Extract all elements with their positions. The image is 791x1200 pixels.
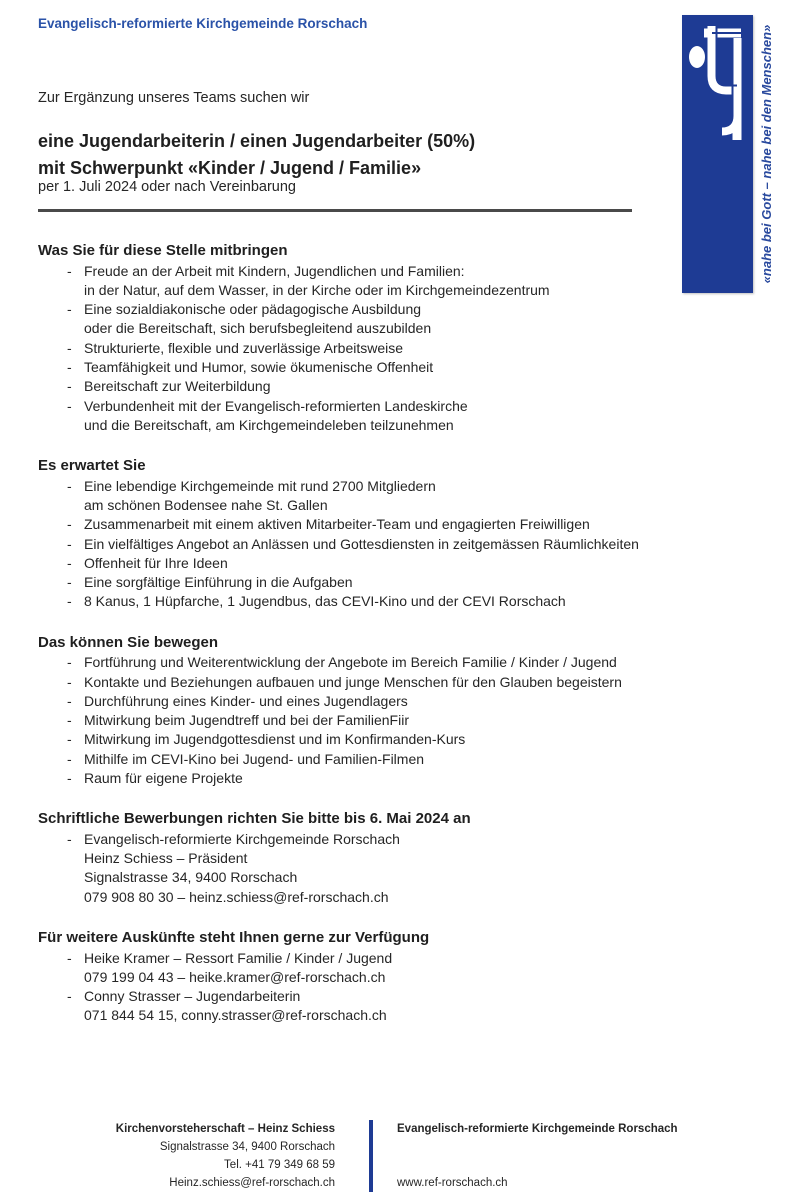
bullet-dash: - [67, 262, 72, 279]
bullet-dash: - [67, 988, 72, 1005]
bullet-line: Heike Kramer – Ressort Familie / Kinder / Jugend [84, 949, 393, 966]
list-item [38, 830, 738, 907]
bullet-dash: - [67, 731, 72, 748]
footer-contact-email: Heinz.schiess@ref-rorschach.ch [169, 1177, 335, 1189]
list-item [38, 653, 738, 672]
bullet-lines [84, 692, 738, 711]
bullet-dash: - [67, 358, 72, 375]
bullet-dash: - [67, 692, 72, 709]
section-list [38, 653, 738, 788]
bullet-dash: - [67, 477, 72, 494]
document-section [38, 455, 738, 612]
bullet-dash: - [67, 830, 72, 847]
sections [38, 240, 738, 1046]
section-heading: Für weitere Auskünfte steht Ihnen gerne zur Verfügung [38, 929, 430, 947]
bullet-line: Kontakte und Beziehungen aufbauen und junge Menschen für den Glauben begeistern [84, 673, 622, 690]
footer-divider [369, 1120, 373, 1192]
bullet-line: Bereitschaft zur Weiterbildung [84, 378, 271, 395]
bullet-line: oder die Bereitschaft, sich berufsbegleitend auszubilden [84, 320, 432, 337]
bullet-lines [84, 358, 738, 377]
bullet-lines [84, 730, 738, 749]
bullet-lines [84, 262, 738, 301]
intro-line: Zur Ergänzung unseres Teams suchen wir [38, 90, 310, 106]
bullet-line: Mitwirkung im Jugendgottesdienst und im Konfirmanden-Kurs [84, 731, 466, 748]
reformed-church-logo-icon [682, 19, 753, 151]
bullet-lines [84, 673, 738, 692]
bullet-lines [84, 535, 738, 554]
section-list [38, 949, 738, 1026]
bullet-lines [84, 515, 738, 534]
list-item [38, 262, 738, 301]
section-heading: Was Sie für diese Stelle mitbringen [38, 242, 288, 259]
section-list [38, 830, 738, 907]
church-tagline: «nahe bei Gott – nahe bei den Menschen» [759, 24, 774, 284]
section-list [38, 262, 738, 436]
section-heading: Es erwartet Sie [38, 457, 146, 475]
bullet-lines [84, 397, 738, 436]
bullet-line: Mithilfe im CEVI-Kino bei Jugend- und Familien-Filmen [84, 750, 425, 767]
bullet-dash: - [67, 574, 72, 591]
bullet-line: Zusammenarbeit mit einem aktiven Mitarbeiter-Team und engagierten Freiwilligen [84, 516, 590, 533]
bullet-line: Signalstrasse 34, 9400 Rorschach [84, 869, 298, 886]
list-item [38, 769, 738, 788]
list-item [38, 750, 738, 769]
bullet-dash: - [67, 378, 72, 395]
bullet-lines [84, 711, 738, 730]
list-item [38, 692, 738, 711]
bullet-lines [84, 554, 738, 573]
bullet-dash: - [67, 770, 72, 787]
bullet-dash: - [67, 301, 72, 318]
bullet-dash: - [67, 535, 72, 552]
list-item [38, 477, 738, 516]
section-list [38, 477, 738, 612]
document-section [38, 808, 738, 907]
footer-organization-title: Evangelisch-reformierte Kirchgemeinde Rorschach [397, 1123, 678, 1135]
bullet-line: Durchführung eines Kinder- und eines Jugendlagers [84, 692, 408, 709]
bullet-line: Heinz Schiess – Präsident [84, 850, 248, 867]
bullet-dash: - [67, 712, 72, 729]
bullet-line: in der Natur, auf dem Wasser, in der Kirche oder im Kirchgemeindezentrum [84, 281, 550, 298]
list-item [38, 673, 738, 692]
list-item [38, 377, 738, 396]
list-item [38, 573, 738, 592]
bullet-lines [84, 573, 738, 592]
bullet-line: Conny Strasser – Jugendarbeiterin [84, 988, 301, 1005]
horizontal-rule [38, 209, 632, 212]
bullet-lines [84, 949, 738, 988]
list-item [38, 515, 738, 534]
bullet-lines [84, 750, 738, 769]
list-item [38, 300, 738, 339]
bullet-line: Teamfähigkeit und Humor, sowie ökumenische Offenheit [84, 358, 434, 375]
job-title-line1: eine Jugendarbeiterin / einen Jugendarbeiter (50%) [38, 131, 476, 151]
document-section [38, 632, 738, 789]
start-date-note: per 1. Juli 2024 oder nach Vereinbarung [38, 179, 296, 195]
bullet-line: und die Bereitschaft, am Kirchgemeindeleben teilzunehmen [84, 416, 454, 433]
bullet-line: Raum für eigene Projekte [84, 770, 243, 787]
organization-name: Evangelisch-reformierte Kirchgemeinde Rorschach [38, 16, 368, 31]
section-heading: Das können Sie bewegen [38, 633, 219, 651]
bullet-line: Strukturierte, flexible und zuverlässige Arbeitsweise [84, 339, 404, 356]
list-item [38, 535, 738, 554]
bullet-line: Eine sozialdiakonische oder pädagogische Ausbildung [84, 301, 422, 318]
list-item [38, 554, 738, 573]
bullet-line: Verbundenheit mit der Evangelisch-reformierten Landeskirche [84, 397, 468, 414]
bullet-line: Fortführung und Weiterentwicklung der Angebote im Bereich Familie / Kinder / Jugend [84, 654, 617, 671]
footer-organization-block [397, 1120, 737, 1192]
bullet-lines [84, 477, 738, 516]
list-item [38, 987, 738, 1026]
job-title [38, 128, 475, 182]
list-item [38, 730, 738, 749]
footer-contact-phone: Tel. +41 79 349 68 59 [224, 1159, 335, 1171]
list-item [38, 592, 738, 611]
footer-contact-title: Kirchenvorsteherschaft – Heinz Schiess [115, 1123, 335, 1135]
bullet-line: 071 844 54 15, conny.strasser@ref-rorschach.ch [84, 1007, 387, 1024]
bullet-dash: - [67, 516, 72, 533]
bullet-dash: - [67, 949, 72, 966]
bullet-lines [84, 830, 738, 907]
document-section [38, 240, 738, 435]
bullet-dash: - [67, 673, 72, 690]
document-section [38, 927, 738, 1026]
bullet-lines [84, 300, 738, 339]
list-item [38, 397, 738, 436]
list-item [38, 949, 738, 988]
footer-website: www.ref-rorschach.ch [397, 1177, 508, 1189]
job-title-line2: mit Schwerpunkt «Kinder / Jugend / Familie» [38, 158, 422, 178]
bullet-line: Offenheit für Ihre Ideen [84, 554, 228, 571]
bullet-dash: - [67, 397, 72, 414]
section-heading: Schriftliche Bewerbungen richten Sie bitte bis 6. Mai 2024 an [38, 810, 471, 828]
footer-contact-block [38, 1120, 335, 1192]
bullet-line: Eine sorgfältige Einführung in die Aufgaben [84, 574, 353, 591]
bullet-dash: - [67, 593, 72, 610]
bullet-line: Evangelisch-reformierte Kirchgemeinde Rorschach [84, 830, 400, 847]
bullet-lines [84, 339, 738, 358]
bullet-lines [84, 592, 738, 611]
bullet-line: 079 908 80 30 – heinz.schiess@ref-rorschach.ch [84, 888, 389, 905]
bullet-lines [84, 987, 738, 1026]
list-item [38, 339, 738, 358]
bullet-line: Freude an der Arbeit mit Kindern, Jugendlichen und Familien: [84, 262, 465, 279]
bullet-line: Ein vielfältiges Angebot an Anlässen und Gottesdiensten in zeitgemässen Räumlichkeiten [84, 535, 639, 552]
bullet-lines [84, 377, 738, 396]
bullet-dash: - [67, 750, 72, 767]
bullet-dash: - [67, 554, 72, 571]
bullet-dash: - [67, 654, 72, 671]
bullet-line: am schönen Bodensee nahe St. Gallen [84, 496, 328, 513]
bullet-line: 079 199 04 43 – heike.kramer@ref-rorschach.ch [84, 968, 386, 985]
bullet-line: Eine lebendige Kirchgemeinde mit rund 2700 Mitgliedern [84, 477, 436, 494]
footer-contact-address: Signalstrasse 34, 9400 Rorschach [159, 1141, 335, 1153]
list-item [38, 711, 738, 730]
bullet-line: 8 Kanus, 1 Hüpfarche, 1 Jugendbus, das CEVI-Kino und der CEVI Rorschach [84, 593, 566, 610]
list-item [38, 358, 738, 377]
bullet-lines [84, 769, 738, 788]
bullet-lines [84, 653, 738, 672]
bullet-line: Mitwirkung beim Jugendtreff und bei der FamilienFiir [84, 712, 409, 729]
bullet-dash: - [67, 339, 72, 356]
